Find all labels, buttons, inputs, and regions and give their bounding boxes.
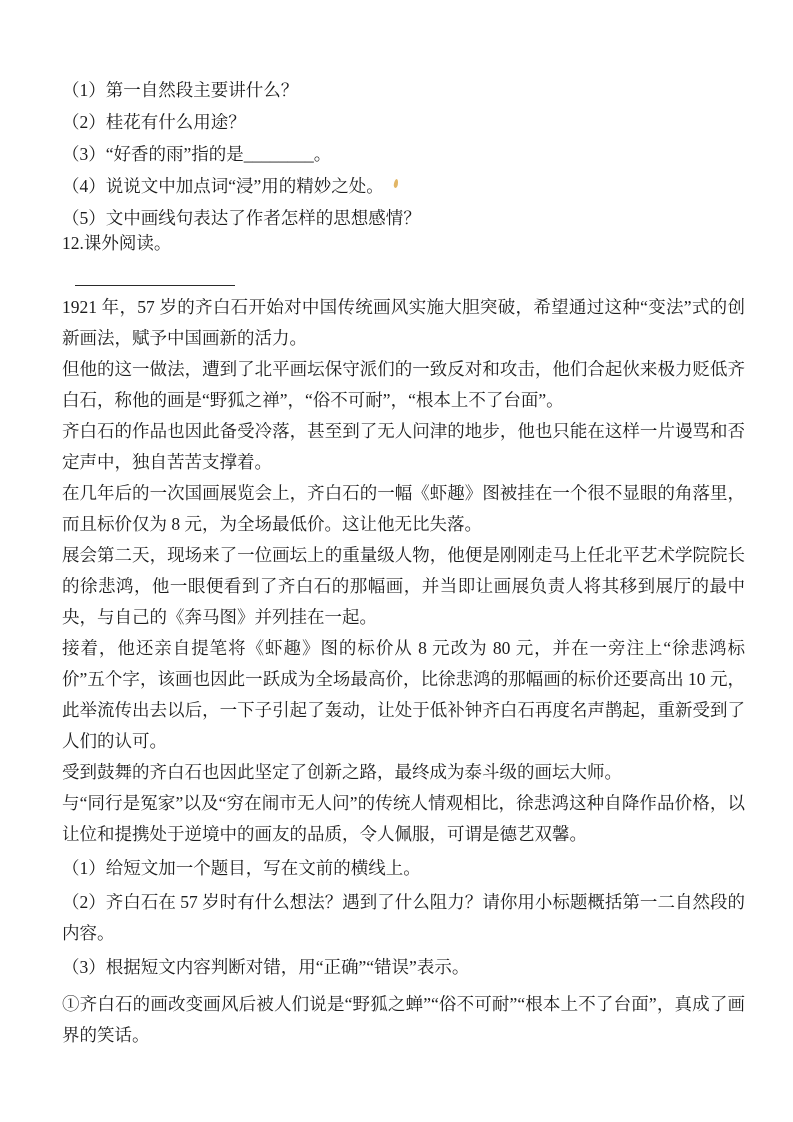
title-blank-line: [75, 285, 235, 286]
passage-paragraph-5: 展会第二天，现场来了一位画坛上的重量级人物，他便是刚刚走马上任北平艺术学院院长的徐悲鸿，他一眼便看到了齐白石的那幅画，并当即让画展负责人将其移到展厅的最中央，与自己的《奔马图》并列挂在一起。: [62, 545, 745, 627]
bottom-question-list: [62, 853, 745, 983]
passage-paragraph-1: 1921 年，57 岁的齐白石开始对中国传统画风实施大胆突破，希望通过这种“变法”式的创新画法，赋予中国画新的活力。: [62, 297, 745, 348]
question-item-1: （1）第一自然段主要讲什么？: [62, 80, 299, 100]
passage-paragraph-8: 与“同行是冤家”以及“穷在闹市无人问”的传统人情观相比，徐悲鸿这种自降作品价格，以让位和提携处于逆境中的画友的品质，令人佩服，可谓是德艺双馨。: [62, 793, 745, 844]
passage-paragraph-3: 齐白石的作品也因此备受冷落，甚至到了无人问津的地步，他也只能在这样一片谩骂和否定声中，独自苦苦支撑着。: [62, 421, 745, 472]
question-item-3: （3）“好香的雨”指的是________。: [62, 144, 332, 164]
passage-paragraph-7: 受到鼓舞的齐白石也因此坚定了创新之路，最终成为泰斗级的画坛大师。: [62, 762, 622, 782]
passage-paragraph-6: 接着，他还亲自提笔将《虾趣》图的标价从 8 元改为 80 元，并在一旁注上“徐悲鸿标价”五个字，该画也因此一跃成为全场最高价，比徐悲鸿的那幅画的标价还要高出 10 元，此举流传出去以后，一下子引起了轰动，让处于低补钟齐白石再度名声鹊起，重新受到了人们的认可。: [62, 638, 745, 751]
passage-question-1: （1）给短文加一个题目，写在文前的横线上。: [62, 858, 421, 878]
question-item-2: （2）桂花有什么用途？: [62, 112, 246, 132]
section-heading-reading: 12.课外阅读。: [62, 233, 172, 253]
passage-question-2: （2）齐白石在 57 岁时有什么想法？遇到了什么阻力？请你用小标题概括第一二自然段的内容。: [62, 892, 745, 943]
top-question-list: [62, 74, 745, 234]
reading-passage: [62, 292, 745, 850]
document-content: [62, 74, 745, 1069]
judgement-statement-1: ①齐白石的画改变画风后被人们说是“野狐之蝉”“俗不可耐”“根本上不了台面”，真成了画界的笑话。: [62, 994, 745, 1045]
passage-paragraph-2: 但他的这一做法，遭到了北平画坛保守派们的一致反对和攻击，他们合起伙来极力贬低齐白石，称他的画是“野狐之禅”，“俗不可耐”，“根本上不了台面”。: [62, 359, 745, 410]
passage-question-3: （3）根据短文内容判断对错，用“正确”“错误”表示。: [62, 957, 470, 977]
passage-paragraph-4: 在几年后的一次国画展览会上，齐白石的一幅《虾趣》图被挂在一个很不显眼的角落里，而且标价仅为 8 元，为全场最低价。这让他无比失落。: [62, 483, 745, 534]
question-item-4: （4）说说文中加点词“浸”用的精妙之处。: [62, 176, 384, 196]
question-item-5: （5）文中画线句表达了作者怎样的思想感情？: [62, 208, 421, 228]
